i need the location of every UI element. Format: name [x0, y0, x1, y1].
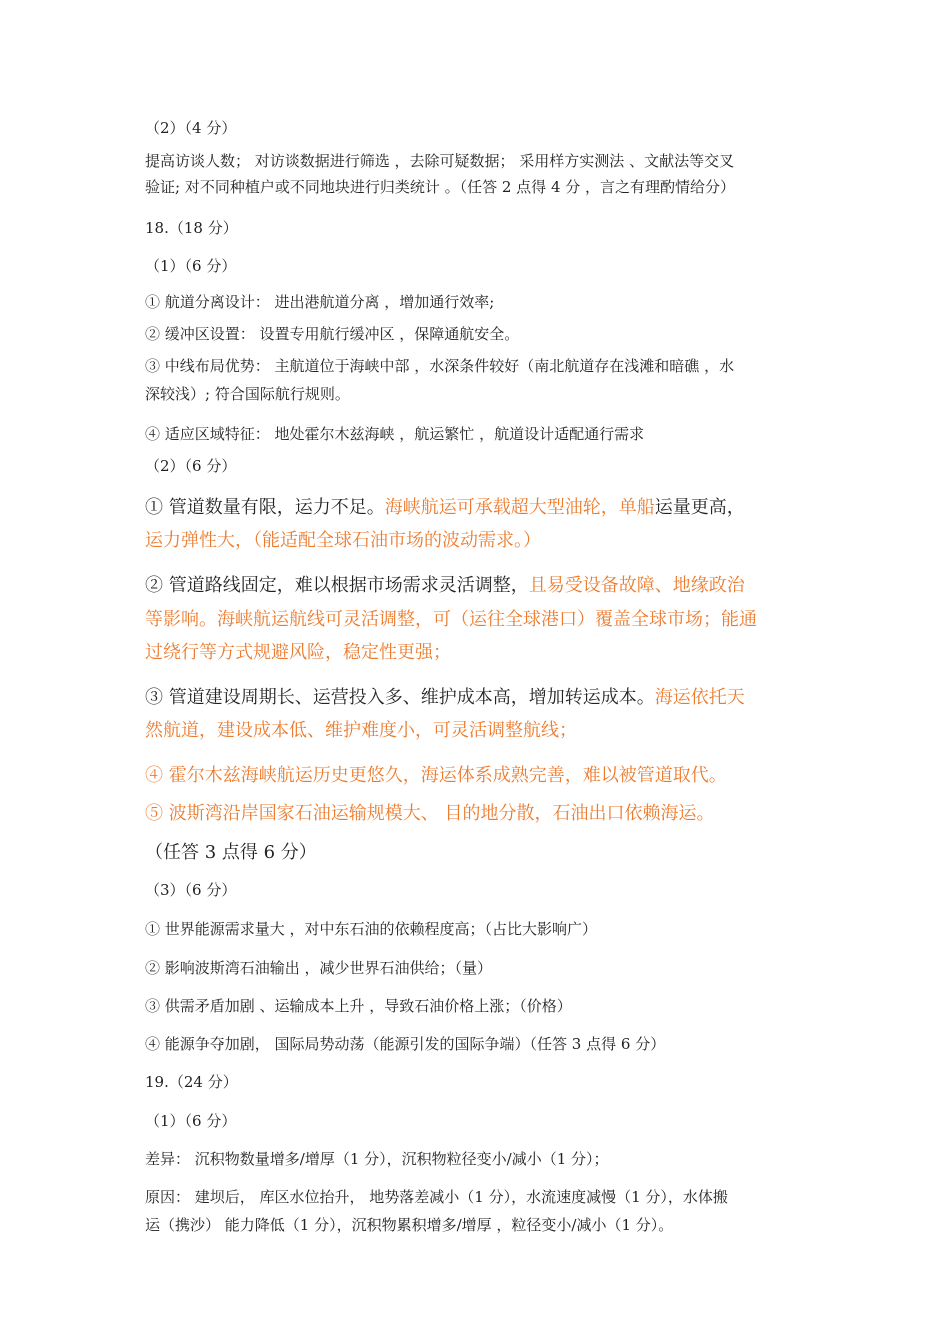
q17-sub2-answer-line1: 提高访谈人数； 对访谈数据进行筛选 ，去除可疑数据； 采用样方实测法 、文献法等交叉 [145, 152, 735, 170]
q17-sub2-answer-line2: 验证; 对不同种植户或不同地块进行归类统计 。（任答 2 点得 4 分 ，言之有理酌情给分） [145, 178, 736, 196]
q18-sub3-point1: ① 世界能源需求量大 ，对中东石油的依赖程度高；（占比大影响广） [145, 920, 598, 938]
q18-sub2-point3-text-a: ③ 管道建设周期长、运营投入多、维护成本高，增加转运成本。 [145, 687, 655, 708]
q18-sub1-point3-line2: 深较浅）; 符合国际航行规则。 [145, 385, 350, 403]
q18-sub2-point3-text-b: 海运依托天 [654, 687, 745, 708]
q18-sub2-point1-text-a: ① 管道数量有限，运力不足。 [145, 497, 385, 518]
q18-sub3-point2: ② 影响波斯湾石油输出 ，减少世界石油供给；（量） [145, 959, 493, 977]
q18-sub2-note: （任答 3 点得 6 分） [145, 842, 317, 863]
q19-sub1-reason-line2: 运（携沙） 能力降低（1 分），沉积物累积增多/增厚 ，粒径变小/减小（1 分）。 [145, 1216, 674, 1234]
q18-sub3-point3: ③ 供需矛盾加剧 、运输成本上升 ，导致石油价格上涨；（价格） [145, 997, 572, 1015]
q17-sub2-heading: （2）（4 分） [145, 119, 237, 137]
q18-sub2-point3-line1 [145, 686, 745, 710]
q18-sub2-point2-text-a: ② 管道路线固定，难以根据市场需求灵活调整， [145, 575, 529, 596]
q18-sub2-point1-line1 [145, 496, 745, 520]
q18-sub2-heading: （2）（6 分） [145, 457, 237, 475]
q18-sub2-point2-line3: 过绕行等方式规避风险，稳定性更强； [145, 642, 451, 663]
q18-sub2-point1-text-b: 海峡航运可承载超大型油轮，单船 [384, 497, 655, 518]
q18-sub1-point3-line1: ③ 中线布局优势： 主航道位于海峡中部 ，水深条件较好（南北航道存在浅滩和暗礁 ，水 [145, 357, 735, 375]
q18-sub1-heading: （1）（6 分） [145, 257, 237, 275]
q18-sub2-point1-line2: 运力弹性大，（能适配全球石油市场的波动需求。） [145, 530, 541, 551]
q18-sub3-heading: （3）（6 分） [145, 881, 237, 899]
q18-sub1-point1: ① 航道分离设计： 进出港航道分离 ，增加通行效率; [145, 293, 495, 311]
q18-sub3-point4: ④ 能源争夺加剧， 国际局势动荡（能源引发的国际争端）（任答 3 点得 6 分） [145, 1035, 666, 1053]
q19-sub1-heading: （1）（6 分） [145, 1112, 237, 1130]
q18-sub2-point2-line2: 等影响。海峡航运航线可灵活调整，可（运往全球港口）覆盖全球市场；能通 [145, 609, 757, 630]
q18-sub2-point3-line2: 然航道，建设成本低、维护难度小，可灵活调整航线； [145, 720, 577, 741]
q18-sub2-point4: ④ 霍尔木兹海峡航运历史更悠久，海运体系成熟完善，难以被管道取代。 [145, 765, 727, 786]
q18-heading: 18.（18 分） [145, 219, 238, 237]
q19-sub1-difference: 差异： 沉积物数量增多/增厚（1 分），沉积物粒径变小/减小（1 分）； [145, 1150, 609, 1168]
q19-heading: 19.（24 分） [145, 1073, 238, 1091]
q19-sub1-reason-line1: 原因： 建坝后， 库区水位抬升， 地势落差减小（1 分），水流速度减慢（1 分），水体搬 [145, 1188, 728, 1206]
q18-sub1-point4: ④ 适应区域特征： 地处霍尔木兹海峡 ，航运繁忙 ，航道设计适配通行需求 [145, 425, 645, 443]
q18-sub2-point2-text-b: 且易受设备故障、地缘政治 [528, 575, 745, 596]
q18-sub1-point2: ② 缓冲区设置： 设置专用航行缓冲区 ，保障通航安全。 [145, 325, 520, 343]
q18-sub2-point1-text-c: 运量更高， [654, 497, 745, 518]
q18-sub2-point2-line1 [145, 574, 745, 598]
q18-sub2-point5: ⑤ 波斯湾沿岸国家石油运输规模大、 目的地分散，石油出口依赖海运。 [145, 803, 715, 824]
